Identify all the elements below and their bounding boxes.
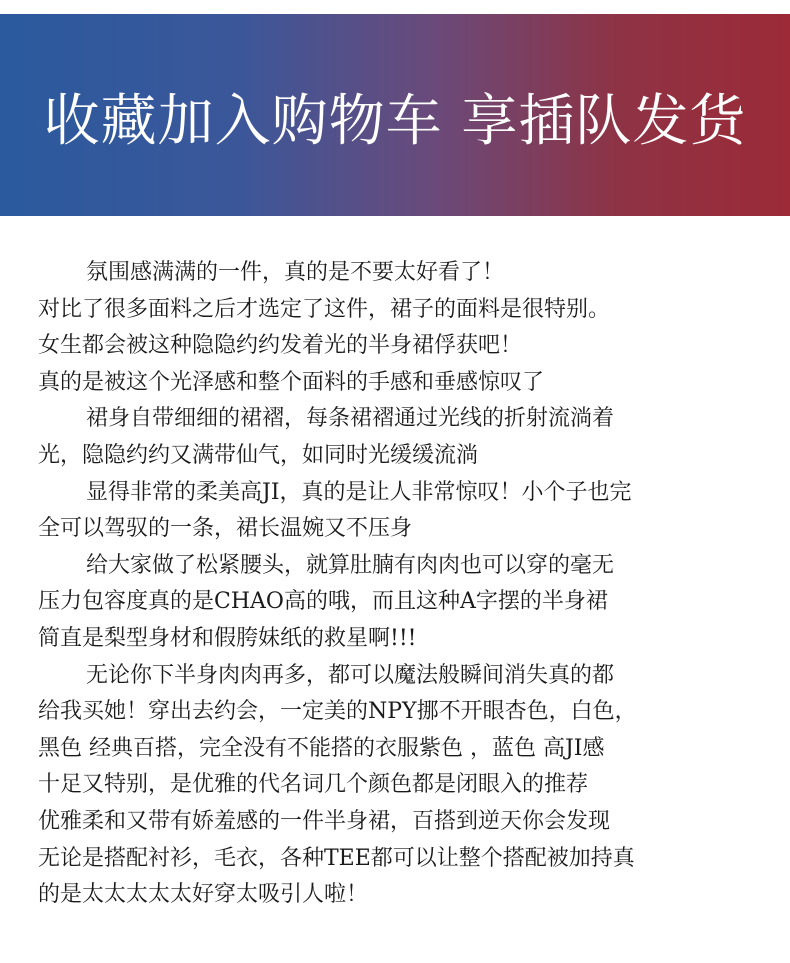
description-line: 光，隐隐约约又满带仙气，如同时光缓缓流淌 (38, 442, 479, 468)
description-line: 氛围感满满的一件，真的是不要太好看了！ (86, 260, 505, 285)
description-line: 给大家做了松紧腰头，就算肚腩有肉肉也可以穿的毫无 (86, 552, 615, 578)
description-line: 对比了很多面料之后才选定了这件，裙子的面料是很特别。 (38, 296, 611, 322)
description-line: 压力包容度真的是CHAO高的哦，而且这种A字摆的半身裙 (38, 589, 608, 615)
description-line: 的是太太太太太好穿太吸引人啦！ (38, 882, 369, 908)
description-line: 女生都会被这种隐隐约约发着光的半身裙俘获吧！ (38, 333, 523, 359)
description-line: 给我买她！穿出去约会，一定美的NPY挪不开眼杏色，白色， (38, 699, 637, 725)
description-line: 黑色 经典百搭，完全没有不能搭的衣服紫色 ，蓝色 高JI感 (38, 735, 605, 761)
description-line: 真的是被这个光泽感和整个面料的手感和垂感惊叹了 (38, 369, 545, 395)
promo-banner (0, 14, 790, 216)
description-line: 显得非常的柔美高JI，真的是让人非常惊叹！小个子也完 (86, 479, 632, 505)
description-line: 优雅柔和又带有娇羞感的一件半身裙，百搭到逆天你会发现 (38, 808, 611, 834)
banner-title: 收藏加入购物车 享插队发货 (43, 89, 747, 154)
description-line: 无论你下半身肉肉再多，都可以魔法般瞬间消失真的都 (86, 662, 615, 688)
product-description (38, 255, 778, 914)
description-line: 裙身自带细细的裙褶，每条裙褶通过光线的折射流淌着 (86, 406, 615, 432)
description-line: 无论是搭配衬衫，毛衣，各种TEE都可以让整个搭配被加持真 (38, 845, 635, 871)
description-line: 简直是梨型身材和假胯妹纸的救星啊!!! (38, 625, 417, 651)
description-line: 十足又特别，是优雅的代名词几个颜色都是闭眼入的推荐 (38, 772, 589, 798)
description-line: 全可以驾驭的一条，裙长温婉又不压身 (38, 516, 413, 542)
